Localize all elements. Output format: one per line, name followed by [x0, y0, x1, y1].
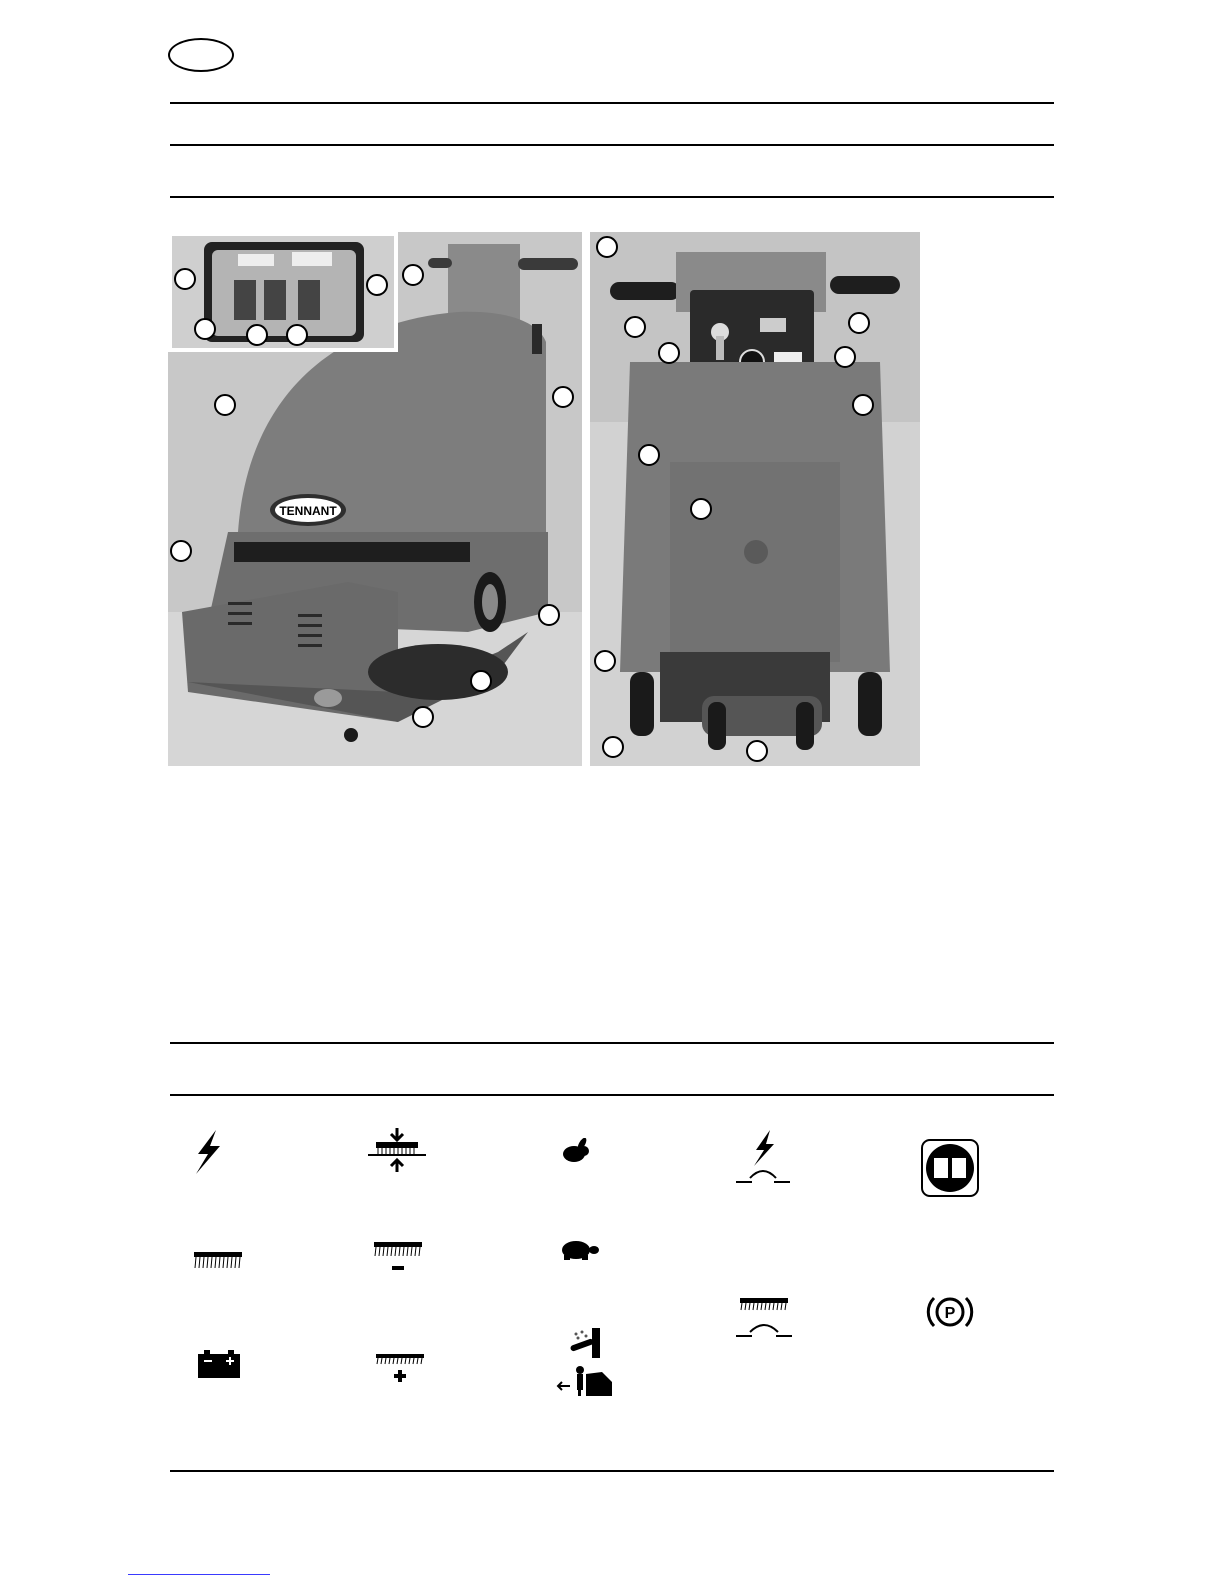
- scrubbing-operator-icon: [556, 1326, 616, 1398]
- callout-marker: [470, 670, 492, 692]
- callout-marker: [214, 394, 236, 416]
- callout-marker: [852, 394, 874, 416]
- callout-marker: [412, 706, 434, 728]
- callout-marker: [746, 740, 768, 762]
- header-rule-middle: [170, 144, 1054, 146]
- parking-brake-icon: [926, 1290, 974, 1334]
- header-rule-bottom: [170, 196, 1054, 198]
- brush-minus-icon: [370, 1240, 426, 1276]
- section-rule-top: [170, 1042, 1054, 1044]
- callout-marker: [174, 268, 196, 290]
- callout-marker: [552, 386, 574, 408]
- callout-marker: [194, 318, 216, 340]
- machine-front-photo: [168, 232, 582, 766]
- machine-rear-illustration: [590, 232, 920, 766]
- battery-icon: [196, 1350, 242, 1380]
- callout-marker: [596, 236, 618, 258]
- callout-marker: [624, 316, 646, 338]
- callout-marker: [602, 736, 624, 758]
- rabbit-fast-speed-icon: [560, 1138, 592, 1166]
- callout-marker: [594, 650, 616, 672]
- footer-link-underline[interactable]: [128, 1574, 270, 1575]
- machine-rear-photo: [590, 232, 920, 766]
- callout-marker: [834, 346, 856, 368]
- lightning-over-switch-icon: [736, 1128, 790, 1188]
- callout-marker: [170, 540, 192, 562]
- svg-text:P: P: [944, 1305, 956, 1322]
- brush-over-switch-icon: [734, 1296, 794, 1340]
- callout-marker: [690, 498, 712, 520]
- brush-pressure-icon: [366, 1126, 428, 1174]
- brand-logo-text: TENNANT: [279, 504, 337, 518]
- language-badge: [168, 38, 234, 72]
- callout-marker: [658, 342, 680, 364]
- brush-icon: [190, 1248, 246, 1272]
- callout-marker: [286, 324, 308, 346]
- callout-marker: [246, 324, 268, 346]
- callout-marker: [366, 274, 388, 296]
- callout-marker: [402, 264, 424, 286]
- brush-plus-icon: [372, 1352, 428, 1388]
- header-rule-top: [170, 102, 1054, 104]
- turtle-slow-speed-icon: [556, 1236, 600, 1262]
- callout-marker: [848, 312, 870, 334]
- read-manual-icon: [920, 1138, 980, 1198]
- footer-rule: [170, 1470, 1054, 1472]
- lightning-bolt-icon: [190, 1128, 226, 1176]
- section-rule-bottom: [170, 1094, 1054, 1096]
- callout-marker: [638, 444, 660, 466]
- callout-marker: [538, 604, 560, 626]
